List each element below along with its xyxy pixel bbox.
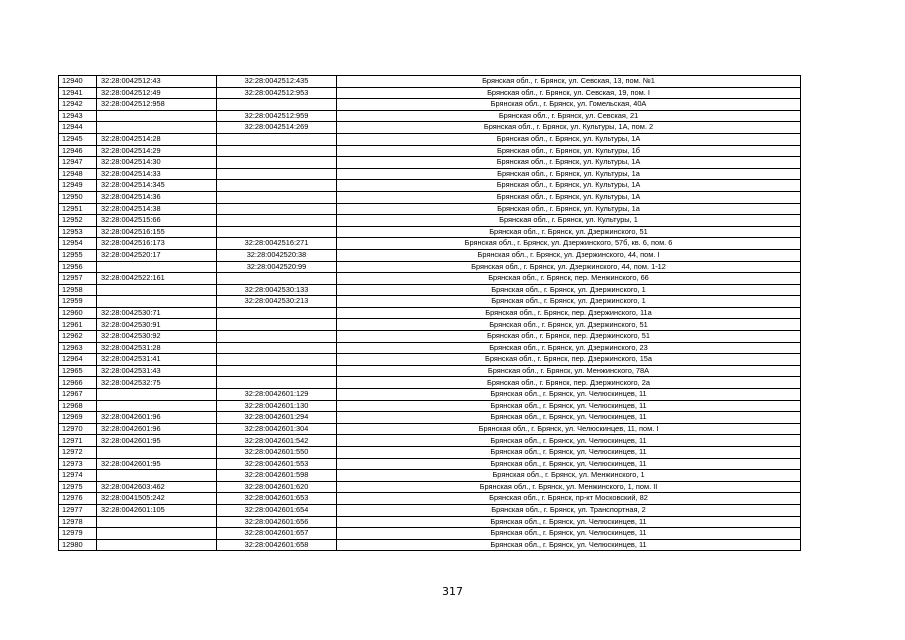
- object-cadastral-number-cell: 32:28:0042601:656: [217, 516, 337, 528]
- table-row: [59, 215, 801, 227]
- table-row: [59, 307, 801, 319]
- cadastral-number-cell: 32:28:0042530:92: [97, 331, 217, 343]
- row-number-cell: 12941: [59, 87, 97, 99]
- object-cadastral-number-cell: 32:28:0042601:294: [217, 412, 337, 424]
- table-row: [59, 87, 801, 99]
- row-number-cell: 12976: [59, 493, 97, 505]
- row-number-cell: 12965: [59, 365, 97, 377]
- row-number-cell: 12956: [59, 261, 97, 273]
- object-cadastral-number-cell: 32:28:0042601:553: [217, 458, 337, 470]
- table-row: [59, 435, 801, 447]
- object-cadastral-number-cell: [217, 191, 337, 203]
- row-number-cell: 12943: [59, 110, 97, 122]
- row-number-cell: 12951: [59, 203, 97, 215]
- cadastral-number-cell: 32:28:0042512:43: [97, 76, 217, 88]
- address-cell: Брянская обл., г. Брянск, ул. Челюскинцев, 11: [337, 435, 801, 447]
- row-number-cell: 12960: [59, 307, 97, 319]
- cadastral-number-cell: 32:28:0042601:95: [97, 458, 217, 470]
- object-cadastral-number-cell: [217, 365, 337, 377]
- address-cell: Брянская обл., г. Брянск, ул. Севская, 19, пом. I: [337, 87, 801, 99]
- table-row: [59, 238, 801, 250]
- row-number-cell: 12970: [59, 423, 97, 435]
- cadastral-number-cell: 32:28:0042514:38: [97, 203, 217, 215]
- cadastral-number-cell: 32:28:0042515:66: [97, 215, 217, 227]
- object-cadastral-number-cell: 32:28:0042530:133: [217, 284, 337, 296]
- table-row: [59, 481, 801, 493]
- object-cadastral-number-cell: [217, 203, 337, 215]
- row-number-cell: 12974: [59, 470, 97, 482]
- object-cadastral-number-cell: [217, 168, 337, 180]
- row-number-cell: 12964: [59, 354, 97, 366]
- cadastral-number-cell: 32:28:0042530:91: [97, 319, 217, 331]
- object-cadastral-number-cell: 32:28:0042601:129: [217, 389, 337, 401]
- address-cell: Брянская обл., г. Брянск, ул. Дзержинского, 51: [337, 226, 801, 238]
- row-number-cell: 12966: [59, 377, 97, 389]
- table-row: [59, 226, 801, 238]
- row-number-cell: 12967: [59, 389, 97, 401]
- cadastral-number-cell: 32:28:0041505:242: [97, 493, 217, 505]
- address-cell: Брянская обл., г. Брянск, ул. Челюскинцев, 11: [337, 539, 801, 551]
- address-cell: Брянская обл., г. Брянск, ул. Культуры, 1А, пом. 2: [337, 122, 801, 134]
- cadastral-number-cell: 32:28:0042531:41: [97, 354, 217, 366]
- object-cadastral-number-cell: 32:28:0042512:953: [217, 87, 337, 99]
- table-row: [59, 400, 801, 412]
- cadastral-number-cell: 32:28:0042531:28: [97, 342, 217, 354]
- table-row: [59, 133, 801, 145]
- address-cell: Брянская обл., г. Брянск, ул. Менжинского, 1: [337, 470, 801, 482]
- table-row: [59, 389, 801, 401]
- object-cadastral-number-cell: 32:28:0042601:304: [217, 423, 337, 435]
- cadastral-number-cell: 32:28:0042532:75: [97, 377, 217, 389]
- row-number-cell: 12978: [59, 516, 97, 528]
- address-cell: Брянская обл., г. Брянск, ул. Челюскинцев, 11: [337, 400, 801, 412]
- address-cell: Брянская обл., г. Брянск, ул. Севская, 21: [337, 110, 801, 122]
- address-cell: Брянская обл., г. Брянск, ул. Челюскинцев, 11: [337, 447, 801, 459]
- cadastral-number-cell: 32:28:0042603:462: [97, 481, 217, 493]
- address-cell: Брянская обл., г. Брянск, ул. Культуры, 1А: [337, 133, 801, 145]
- table-row: [59, 504, 801, 516]
- object-cadastral-number-cell: 32:28:0042601:130: [217, 400, 337, 412]
- registry-table: [58, 75, 801, 551]
- object-cadastral-number-cell: 32:28:0042601:658: [217, 539, 337, 551]
- cadastral-number-cell: 32:28:0042531:43: [97, 365, 217, 377]
- cadastral-number-cell: 32:28:0042514:28: [97, 133, 217, 145]
- address-cell: Брянская обл., г. Брянск, ул. Дзержинского, 23: [337, 342, 801, 354]
- object-cadastral-number-cell: 32:28:0042601:620: [217, 481, 337, 493]
- address-cell: Брянская обл., г. Брянск, ул. Культуры, 1а: [337, 168, 801, 180]
- table-row: [59, 412, 801, 424]
- object-cadastral-number-cell: 32:28:0042601:657: [217, 528, 337, 540]
- row-number-cell: 12942: [59, 99, 97, 111]
- object-cadastral-number-cell: [217, 226, 337, 238]
- address-cell: Брянская обл., г. Брянск, ул. Дзержинского, 44, пом. I: [337, 249, 801, 261]
- row-number-cell: 12945: [59, 133, 97, 145]
- row-number-cell: 12980: [59, 539, 97, 551]
- row-number-cell: 12977: [59, 504, 97, 516]
- table-row: [59, 365, 801, 377]
- object-cadastral-number-cell: [217, 377, 337, 389]
- cadastral-number-cell: 32:28:0042514:29: [97, 145, 217, 157]
- address-cell: Брянская обл., г. Брянск, ул. Дзержинского, 57б, кв. 6, пом. 6: [337, 238, 801, 250]
- table-row: [59, 110, 801, 122]
- address-cell: Брянская обл., г. Брянск, ул. Культуры, 1А: [337, 157, 801, 169]
- table-row: [59, 168, 801, 180]
- address-cell: Брянская обл., г. Брянск, пер. Менжинского, 66: [337, 273, 801, 285]
- cadastral-number-cell: [97, 470, 217, 482]
- object-cadastral-number-cell: [217, 342, 337, 354]
- table-row: [59, 470, 801, 482]
- row-number-cell: 12962: [59, 331, 97, 343]
- cadastral-number-cell: [97, 400, 217, 412]
- object-cadastral-number-cell: [217, 354, 337, 366]
- table-row: [59, 539, 801, 551]
- address-cell: Брянская обл., г. Брянск, пр-кт Московский, 82: [337, 493, 801, 505]
- address-cell: Брянская обл., г. Брянск, пер. Дзержинского, 11а: [337, 307, 801, 319]
- table-row: [59, 516, 801, 528]
- object-cadastral-number-cell: 32:28:0042516:271: [217, 238, 337, 250]
- object-cadastral-number-cell: [217, 180, 337, 192]
- address-cell: Брянская обл., г. Брянск, пер. Дзержинского, 15а: [337, 354, 801, 366]
- address-cell: Брянская обл., г. Брянск, ул. Культуры, 1б: [337, 145, 801, 157]
- cadastral-number-cell: [97, 261, 217, 273]
- table-row: [59, 319, 801, 331]
- object-cadastral-number-cell: [217, 273, 337, 285]
- object-cadastral-number-cell: 32:28:0042514:269: [217, 122, 337, 134]
- row-number-cell: 12955: [59, 249, 97, 261]
- cadastral-number-cell: 32:28:0042601:96: [97, 412, 217, 424]
- row-number-cell: 12963: [59, 342, 97, 354]
- address-cell: Брянская обл., г. Брянск, ул. Менжинского, 78А: [337, 365, 801, 377]
- cadastral-number-cell: 32:28:0042522:161: [97, 273, 217, 285]
- table-row: [59, 458, 801, 470]
- table-row: [59, 342, 801, 354]
- cadastral-number-cell: [97, 110, 217, 122]
- table-row: [59, 157, 801, 169]
- object-cadastral-number-cell: 32:28:0042601:653: [217, 493, 337, 505]
- table-row: [59, 447, 801, 459]
- table-row: [59, 493, 801, 505]
- address-cell: Брянская обл., г. Брянск, пер. Дзержинского, 2а: [337, 377, 801, 389]
- address-cell: Брянская обл., г. Брянск, ул. Севская, 13, пом. №1: [337, 76, 801, 88]
- cadastral-number-cell: [97, 516, 217, 528]
- object-cadastral-number-cell: [217, 307, 337, 319]
- object-cadastral-number-cell: 32:28:0042530:213: [217, 296, 337, 308]
- cadastral-number-cell: [97, 539, 217, 551]
- table-row: [59, 145, 801, 157]
- address-cell: Брянская обл., г. Брянск, ул. Культуры, 1: [337, 215, 801, 227]
- object-cadastral-number-cell: [217, 145, 337, 157]
- table-row: [59, 180, 801, 192]
- row-number-cell: 12971: [59, 435, 97, 447]
- table-row: [59, 99, 801, 111]
- row-number-cell: 12949: [59, 180, 97, 192]
- cadastral-number-cell: 32:28:0042514:30: [97, 157, 217, 169]
- table-row: [59, 354, 801, 366]
- row-number-cell: 12969: [59, 412, 97, 424]
- address-cell: Брянская обл., г. Брянск, ул. Транспортная, 2: [337, 504, 801, 516]
- row-number-cell: 12975: [59, 481, 97, 493]
- row-number-cell: 12959: [59, 296, 97, 308]
- address-cell: Брянская обл., г. Брянск, ул. Челюскинцев, 11: [337, 412, 801, 424]
- row-number-cell: 12979: [59, 528, 97, 540]
- cadastral-number-cell: [97, 389, 217, 401]
- table-row: [59, 273, 801, 285]
- cadastral-number-cell: 32:28:0042530:71: [97, 307, 217, 319]
- row-number-cell: 12973: [59, 458, 97, 470]
- address-cell: Брянская обл., г. Брянск, ул. Дзержинского, 1: [337, 284, 801, 296]
- table-row: [59, 261, 801, 273]
- table-row: [59, 296, 801, 308]
- object-cadastral-number-cell: [217, 133, 337, 145]
- cadastral-number-cell: 32:28:0042516:173: [97, 238, 217, 250]
- cadastral-number-cell: 32:28:0042514:345: [97, 180, 217, 192]
- cadastral-number-cell: 32:28:0042601:105: [97, 504, 217, 516]
- cadastral-number-cell: [97, 296, 217, 308]
- cadastral-number-cell: 32:28:0042601:96: [97, 423, 217, 435]
- table-row: [59, 203, 801, 215]
- row-number-cell: 12961: [59, 319, 97, 331]
- cadastral-number-cell: [97, 122, 217, 134]
- address-cell: Брянская обл., г. Брянск, ул. Гомельская, 40А: [337, 99, 801, 111]
- row-number-cell: 12958: [59, 284, 97, 296]
- table-row: [59, 76, 801, 88]
- page-number: 317: [442, 585, 463, 598]
- table-row: [59, 377, 801, 389]
- table-row: [59, 122, 801, 134]
- row-number-cell: 12950: [59, 191, 97, 203]
- object-cadastral-number-cell: 32:28:0042601:542: [217, 435, 337, 447]
- address-cell: Брянская обл., г. Брянск, ул. Культуры, 1А: [337, 180, 801, 192]
- object-cadastral-number-cell: [217, 99, 337, 111]
- cadastral-number-cell: 32:28:0042601:95: [97, 435, 217, 447]
- table-row: [59, 191, 801, 203]
- object-cadastral-number-cell: 32:28:0042520:38: [217, 249, 337, 261]
- object-cadastral-number-cell: 32:28:0042601:654: [217, 504, 337, 516]
- object-cadastral-number-cell: 32:28:0042512:435: [217, 76, 337, 88]
- address-cell: Брянская обл., г. Брянск, ул. Культуры, 1А: [337, 191, 801, 203]
- address-cell: Брянская обл., г. Брянск, ул. Дзержинского, 51: [337, 319, 801, 331]
- row-number-cell: 12972: [59, 447, 97, 459]
- cadastral-number-cell: [97, 447, 217, 459]
- row-number-cell: 12946: [59, 145, 97, 157]
- registry-table-body: [59, 76, 801, 551]
- cadastral-number-cell: 32:28:0042516:155: [97, 226, 217, 238]
- table-row: [59, 249, 801, 261]
- address-cell: Брянская обл., г. Брянск, ул. Челюскинцев, 11: [337, 389, 801, 401]
- table-row: [59, 528, 801, 540]
- object-cadastral-number-cell: [217, 215, 337, 227]
- address-cell: Брянская обл., г. Брянск, ул. Дзержинского, 44, пом. 1-12: [337, 261, 801, 273]
- object-cadastral-number-cell: [217, 319, 337, 331]
- address-cell: Брянская обл., г. Брянск, ул. Челюскинцев, 11, пом. I: [337, 423, 801, 435]
- address-cell: Брянская обл., г. Брянск, ул. Челюскинцев, 11: [337, 458, 801, 470]
- cadastral-number-cell: 32:28:0042514:33: [97, 168, 217, 180]
- cadastral-number-cell: 32:28:0042512:49: [97, 87, 217, 99]
- address-cell: Брянская обл., г. Брянск, ул. Челюскинцев, 11: [337, 516, 801, 528]
- cadastral-number-cell: 32:28:0042514:36: [97, 191, 217, 203]
- cadastral-number-cell: 32:28:0042520:17: [97, 249, 217, 261]
- row-number-cell: 12948: [59, 168, 97, 180]
- object-cadastral-number-cell: [217, 157, 337, 169]
- object-cadastral-number-cell: 32:28:0042601:598: [217, 470, 337, 482]
- row-number-cell: 12952: [59, 215, 97, 227]
- table-row: [59, 284, 801, 296]
- address-cell: Брянская обл., г. Брянск, ул. Дзержинского, 1: [337, 296, 801, 308]
- row-number-cell: 12953: [59, 226, 97, 238]
- object-cadastral-number-cell: 32:28:0042520:99: [217, 261, 337, 273]
- address-cell: Брянская обл., г. Брянск, ул. Менжинского, 1, пом. II: [337, 481, 801, 493]
- address-cell: Брянская обл., г. Брянск, ул. Челюскинцев, 11: [337, 528, 801, 540]
- row-number-cell: 12968: [59, 400, 97, 412]
- address-cell: Брянская обл., г. Брянск, пер. Дзержинского, 51: [337, 331, 801, 343]
- object-cadastral-number-cell: 32:28:0042512:959: [217, 110, 337, 122]
- cadastral-number-cell: [97, 528, 217, 540]
- table-row: [59, 331, 801, 343]
- table-row: [59, 423, 801, 435]
- row-number-cell: 12957: [59, 273, 97, 285]
- address-cell: Брянская обл., г. Брянск, ул. Культуры, 1а: [337, 203, 801, 215]
- object-cadastral-number-cell: 32:28:0042601:550: [217, 447, 337, 459]
- cadastral-number-cell: [97, 284, 217, 296]
- row-number-cell: 12940: [59, 76, 97, 88]
- cadastral-number-cell: 32:28:0042512:958: [97, 99, 217, 111]
- row-number-cell: 12947: [59, 157, 97, 169]
- row-number-cell: 12954: [59, 238, 97, 250]
- object-cadastral-number-cell: [217, 331, 337, 343]
- row-number-cell: 12944: [59, 122, 97, 134]
